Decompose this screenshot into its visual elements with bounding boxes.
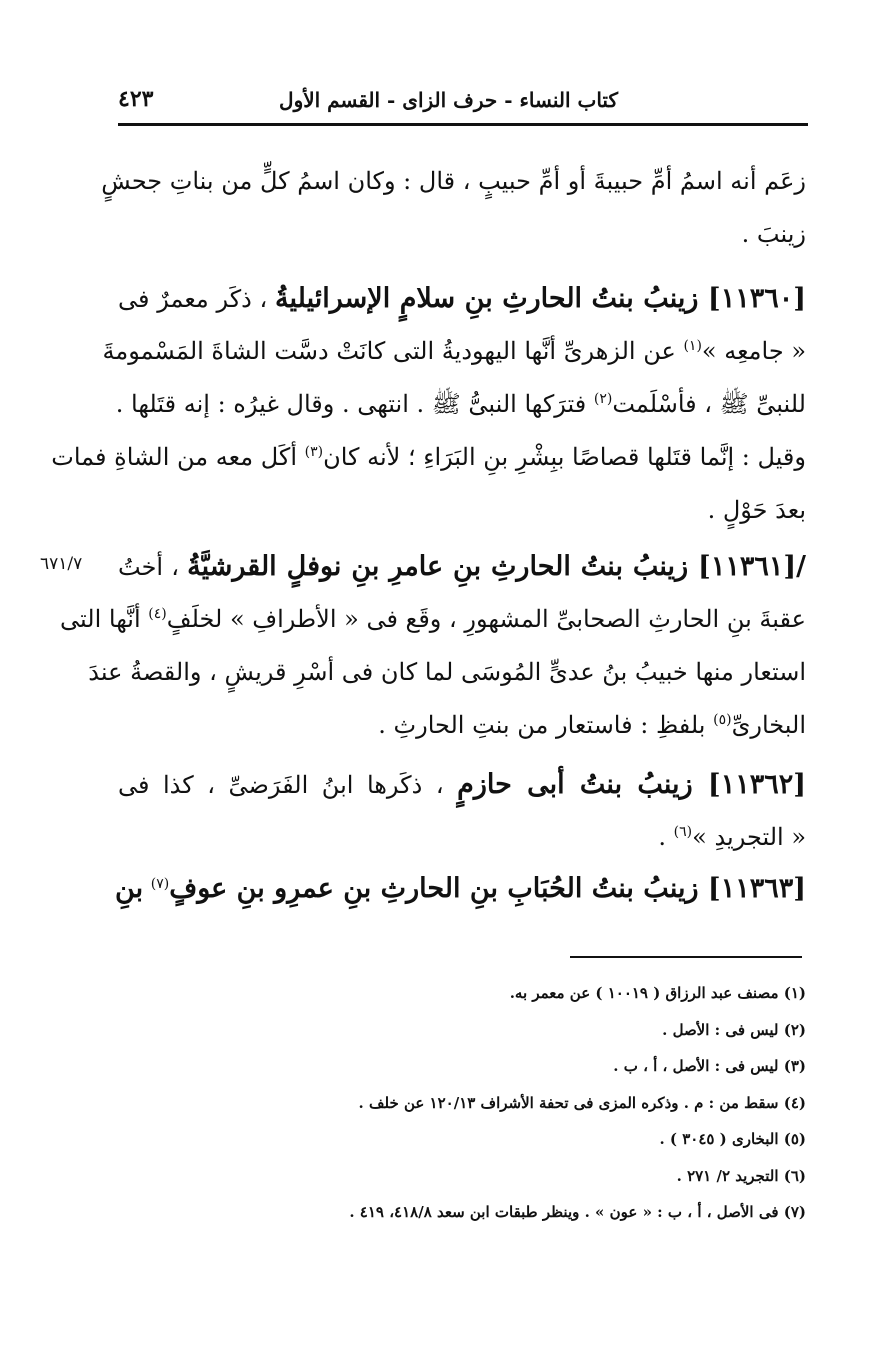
entry-heading: [١١٣٦٠] زينبُ بنتُ الحارثِ بنِ سلامٍ الإسرائيليةُ [275,283,806,314]
footnote-marker: (٣) [304,444,324,460]
text-line [102,325,806,378]
text-line [115,378,806,431]
text-run: فترَكها النبىُّ ﷺ . انتهى . وقال غيرُه : إنه قتَلها . [115,390,587,418]
text-run: « جامعِه » [701,337,806,365]
footnote-marker: (٢) [593,391,613,407]
text-line [51,431,806,484]
footnote: (٢) ليس فى : الأصل . [662,1020,806,1039]
text-run: ، ذكَرها ابنُ الفَرَضىِّ ، كذا فى [118,771,444,799]
entry-11360 [51,272,806,537]
text-line [115,862,806,915]
text-line [118,272,806,325]
text-line: زينبَ . [741,220,806,248]
text-run: أنَّها التى [60,605,141,633]
text-run: عقبةَ بنِ الحارثِ الصحابىِّ المشهورِ ، وقَع فى « الأطرافِ » لخلَفٍ [166,605,806,633]
footnote-rule [570,956,802,958]
paragraph-continuation [101,155,806,261]
text-run: بنِ [115,873,144,904]
footnote: (٤) سقط من : م . وذكره المزى فى تحفة الأشراف ١٢٠/١٣ عن خلف . [358,1093,806,1112]
text-line: بعدَ حَوْلٍ . [707,496,806,524]
margin-reference: ٦٧١/٧ [40,554,83,574]
page-header [118,84,808,118]
text-run: للنبىِّ ﷺ ، فأسْلَمت [612,390,806,418]
footnote: (١) مصنف عبد الرزاق ( ١٠٠١٩ ) عن معمر به. [509,984,806,1002]
text-run: « التجريدِ » [692,823,806,851]
text-run: . [658,823,667,851]
footnote-marker: (١) [683,338,702,354]
text-line [118,699,806,752]
footnote: (٣) ليس فى : الأصل ، أ ، ب . [613,1057,806,1075]
page-number: ٤٢٣ [118,86,154,112]
text-line: استعار منها خبيبُ بنُ عدىٍّ المُوسَى لما كان فى أسْرِ قريشٍ ، والقصةُ عندَ [88,658,806,686]
text-run: ، ذكَر معمرٌ فى [118,285,268,313]
text-run: أكَل معه من الشاةِ فمات [51,443,297,471]
footnote-marker: (٥) [713,712,732,728]
footnote-marker: (٧) [150,876,170,892]
text-line [118,540,806,593]
header-rule [118,123,808,126]
footnote-marker: (٦) [673,824,693,840]
entry-11363 [115,862,806,915]
footnote: (٧) فى الأصل ، أ ، ب : « عون » . وينظر طبقات ابن سعد ٤١٨/٨، ٤١٩ . [349,1203,806,1221]
text-run: وقيل : إنَّما قتَلها قصاصًا ببِشْرِ بنِ البَرَاءِ ؛ لأنه كان [323,443,806,471]
text-run: عن الزهرىِّ أنَّها اليهوديةُ التى كانَتْ دسَّت الشاةَ المَسْمومةَ [102,337,676,365]
text-line [118,758,806,811]
text-line: زعَم أنه اسمُ أمِّ حبيبةَ أو أمِّ حبيبٍ ، قال : وكان اسمُ كلٍّ من بناتِ جحشٍ [101,167,806,195]
text-line [60,593,806,646]
text-line [118,811,806,864]
footnote-marker: (٤) [148,606,167,622]
text-run: ، أختُ [118,553,179,581]
text-run: البخارىِّ [731,711,806,739]
entry-heading: [١١٣٦٢] زينبُ بنتُ أبى حازمٍ [457,769,806,800]
text-run: بلفظِ : فاستعار من بنتِ الحارثِ . [378,711,706,739]
footnote: (٥) البخارى ( ٣٠٤٥ ) . [659,1130,806,1148]
entry-heading: [١١٣٦٣] زينبُ بنتُ الحُبَابِ بنِ الحارثِ بنِ عمرِو بنِ عوفٍ [169,873,806,904]
footnotes [116,975,806,1231]
footnote: (٦) التجريد ٢/ ٢٧١ . [676,1166,806,1185]
running-title: كتاب النساء - حرف الزاى - القسم الأول [279,88,618,112]
entry-heading: /[١١٣٦١] زينبُ بنتُ الحارثِ بنِ عامرِ بنِ نوفلٍ القرشيَّةُ [187,551,806,582]
entry-11362 [118,758,806,864]
